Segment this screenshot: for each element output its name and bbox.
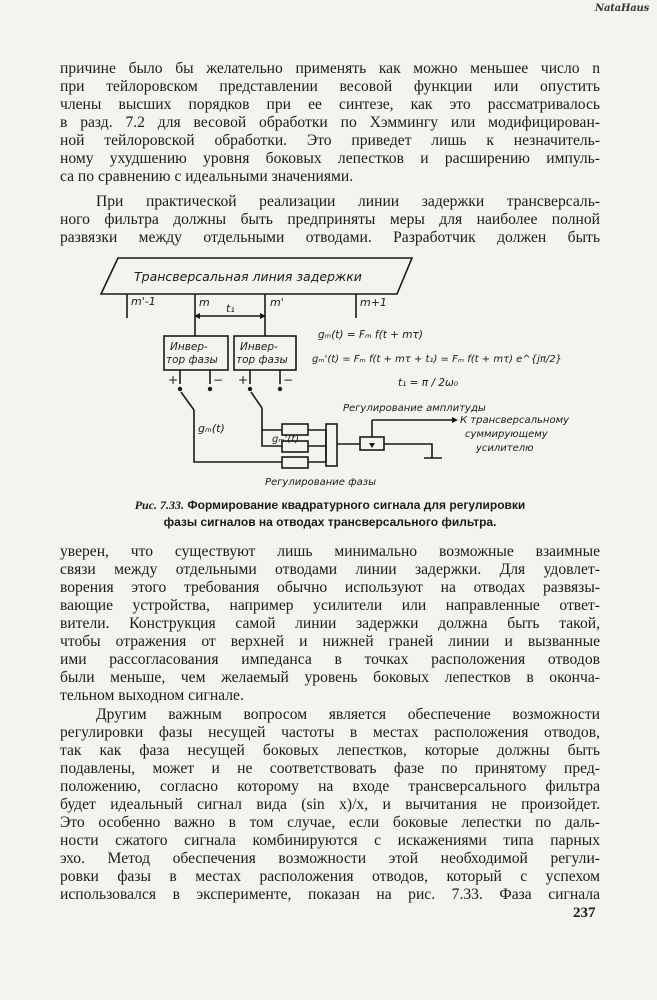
equation-1: gₘ(t) = Fₘ f(t + mτ)	[318, 329, 423, 341]
text-line: при тейлоровском представлении весовой функции или опустить	[60, 78, 600, 95]
caption-line-2: фазы сигналов на отводах трансверсального фильтра.	[163, 515, 497, 529]
text-line: ному ухудшению уровня боковых лепестков и расширению импуль-	[60, 150, 600, 167]
tap-label-m: m	[199, 296, 210, 309]
equation-2: gₘ'(t) = Fₘ f(t + mτ + t₁) = Fₘ f(t + mτ) e^{jπ/2}	[312, 354, 562, 365]
amplitude-adjust-label: Регулирование амплитуды	[343, 403, 486, 414]
text-line: члены высших порядков при ее синтезе, как это рассматривалось	[60, 96, 600, 113]
gmprime-label: gₘ'(t)	[272, 434, 300, 445]
phase-adjust-label: Регулирование фазы	[265, 477, 376, 488]
text-line: чтобы отражения от верхней и нижней граней линии и вызванные	[60, 633, 600, 650]
plus-sign: +	[168, 373, 179, 387]
watermark-logo: NataHaus	[595, 3, 649, 14]
inverter-1-label: тор фазы	[166, 354, 218, 366]
inverter-2-label: Инвер-	[240, 341, 278, 353]
text-line: ворения этого требования обычно используют на отводах развязы-	[60, 579, 600, 596]
text-line: тельном выходном сигнале.	[60, 687, 244, 704]
inverter-1-label: Инвер-	[170, 341, 208, 353]
text-line: причине было бы желательно применять как можно меньшее число n	[60, 60, 600, 77]
text-line: развязки между отдельными отводами. Разработчик должен быть	[60, 229, 600, 246]
page-number: 237	[573, 905, 596, 921]
gm-label: gₘ(t)	[198, 422, 225, 435]
text-line: были меньше, чем желаемый уровень боковых лепестков в оконча-	[60, 669, 600, 686]
text-line: регулировки фазы несущей частоты в местах расположения отводов,	[60, 724, 600, 741]
text-line: связи между отдельными отводами линии задержки. Для удовлет-	[60, 561, 600, 578]
text-line: ровки фазы в местах расположения отводов, который с успехом	[60, 868, 600, 885]
paragraph-4	[60, 706, 600, 904]
to-adder-label: усилителю	[476, 443, 534, 454]
caption-number: Рис. 7.33.	[134, 498, 185, 512]
text-line: положению, согласно которому на входе трансверсального фильтра	[60, 778, 600, 795]
paragraph-3	[60, 543, 600, 705]
text-line: в разд. 7.2 для весовой обработки по Хэммингу или модифицирован-	[60, 114, 600, 131]
text-line: ими рассогласования импеданса в точках расположения отводов	[60, 651, 600, 668]
delay-line-label: Трансверсальная линия задержки	[134, 269, 362, 284]
text-line: ной тейлоровской обработки. Это приведет лишь к незначитель-	[60, 132, 600, 149]
caption-line-1: Формирование квадратурного сигнала для регулировки	[187, 498, 526, 512]
text-line: Это особенно важно в том случае, если боковые лепестки по даль-	[60, 814, 600, 831]
text-line: вители. Конструкция самой линии задержки должна быть такой,	[60, 615, 600, 632]
minus-sign: −	[213, 373, 224, 387]
tap-label-t1: t₁	[226, 302, 235, 315]
figure-caption	[60, 497, 600, 531]
text-line: подавлены, может и не соответствовать фазе по принятому пред-	[60, 760, 600, 777]
text-line: так как фаза несущей боковых лепестков, которые должны быть	[60, 742, 600, 759]
text-line: уверен, что существуют лишь минимально возможные взаимные	[60, 543, 600, 560]
text-line: ности сжатого сигнала комбинируются с искажениями типа парных	[60, 832, 600, 849]
text-line: использовался в эксперименте, показан на рис. 7.33. Фаза сигнала	[60, 886, 600, 903]
text-line: При практической реализации линии задержки трансверсаль-	[96, 193, 600, 210]
tap-label-m-1: m'-1	[131, 295, 156, 308]
inverter-2-label: тор фазы	[236, 354, 288, 366]
to-adder-label: суммирующему	[465, 429, 548, 440]
minus-sign: −	[283, 373, 294, 387]
text-line: ного фильтра должны быть предприняты меры для наиболее полной	[60, 211, 600, 228]
text-line: эхо. Метод обеспечения возможности этой необходимой регули-	[60, 850, 600, 867]
text-line: Другим важным вопросом является обеспечение возможности	[96, 706, 600, 723]
text-line: будет идеальный сигнал вида (sin x)/x, и вычитания не произойдет.	[60, 796, 600, 813]
text-line: са по сравнению с идеальными значениями.	[60, 168, 354, 185]
equation-3: t₁ = π / 2ω₀	[398, 377, 459, 389]
tap-label-m-plus-1: m+1	[360, 296, 387, 309]
tap-label-mprime: m'	[270, 296, 284, 309]
text-line: вающие устройства, например усилители или направленные ответ-	[60, 597, 600, 614]
plus-sign: +	[238, 373, 249, 387]
to-adder-label: К трансверсальному	[460, 415, 570, 426]
